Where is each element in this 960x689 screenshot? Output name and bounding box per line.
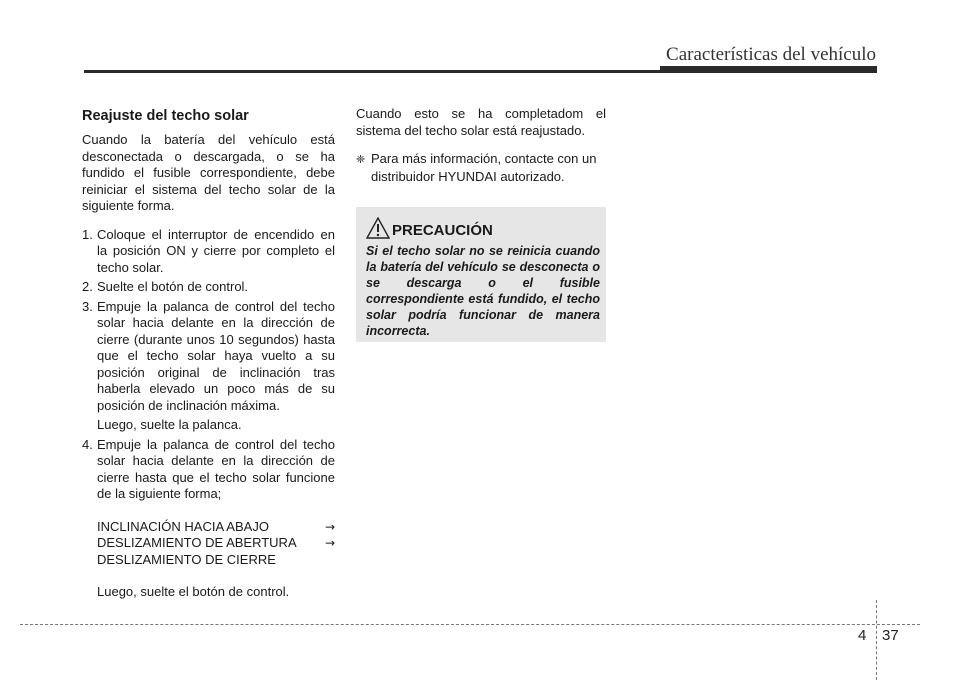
step-number: 4. bbox=[82, 436, 93, 452]
caution-header bbox=[366, 217, 600, 239]
intro-paragraph: Cuando la batería del vehículo está desconectada o descargada, o se ha fundido el fusible correspondiente, debe reiniciar el sistema del techo solar de la siguiente forma. bbox=[82, 132, 335, 213]
section-header-title: Características del vehículo bbox=[666, 44, 876, 65]
release-instruction: Luego, suelte el botón de control. bbox=[97, 584, 290, 599]
step-2 bbox=[82, 279, 335, 296]
step-text: Empuje la palanca de control del techo solar hacia delante en la dirección de cierre (durante unos 10 segundos) hasta que el techo solar haya vuelto a su posición original de inclinación tras haberla elevado un poco más de su posición de inclinación máxima. bbox=[97, 298, 335, 413]
section-heading: Reajuste del techo solar bbox=[82, 108, 249, 124]
arrow-right-icon: → bbox=[324, 536, 335, 550]
operation-sequence bbox=[82, 519, 335, 569]
arrow-right-icon: → bbox=[324, 519, 335, 534]
caution-box bbox=[356, 207, 606, 342]
sequence-line-3: DESLIZAMIENTO DE CIERRE bbox=[97, 551, 276, 567]
note-mark-icon: ❈ bbox=[356, 153, 366, 166]
step-number: 2. bbox=[82, 279, 93, 294]
footer-dashed-divider bbox=[876, 600, 877, 680]
completion-paragraph: Cuando esto se ha completadom el sistema del techo solar está reajustado. bbox=[356, 106, 606, 138]
step-4 bbox=[82, 437, 335, 503]
warning-triangle-icon bbox=[366, 217, 390, 239]
footer-dashed-rule bbox=[20, 624, 920, 625]
header-bar bbox=[660, 66, 877, 73]
step-1 bbox=[82, 227, 335, 277]
note-text: Para más información, contacte con un distribuidor HYUNDAI autorizado. bbox=[371, 151, 597, 184]
step-text: Suelte el botón de control. bbox=[97, 279, 249, 294]
sequence-line-2: DESLIZAMIENTO DE ABERTURA → bbox=[97, 535, 335, 550]
sequence-line-1: INCLINACIÓN HACIA ABAJO → bbox=[97, 518, 335, 534]
step-number: 1. bbox=[82, 226, 93, 242]
caution-text: Si el techo solar no se reinicia cuando la batería del vehículo se desconecta o se descarga o el fusible correspondiente está fundido, el techo solar podría funcionar de manera incorrecta. bbox=[366, 244, 600, 338]
step-text: Coloque el interruptor de encendido en la posición ON y cierre por completo el techo solar. bbox=[97, 226, 335, 275]
step-3-followup: Luego, suelte la palanca. bbox=[97, 417, 242, 432]
info-note bbox=[356, 151, 606, 185]
step-3 bbox=[82, 299, 335, 415]
page-number: 37 bbox=[882, 627, 899, 644]
step-text: Empuje la palanca de control del techo solar hacia delante en la dirección de cierre hasta que el techo solar funcione de la siguiente forma; bbox=[97, 436, 335, 501]
left-column bbox=[82, 108, 335, 601]
caution-title: PRECAUCIÓN bbox=[392, 222, 493, 239]
chapter-number: 4 bbox=[858, 627, 867, 644]
step-number: 3. bbox=[82, 298, 93, 314]
right-column bbox=[356, 106, 606, 185]
